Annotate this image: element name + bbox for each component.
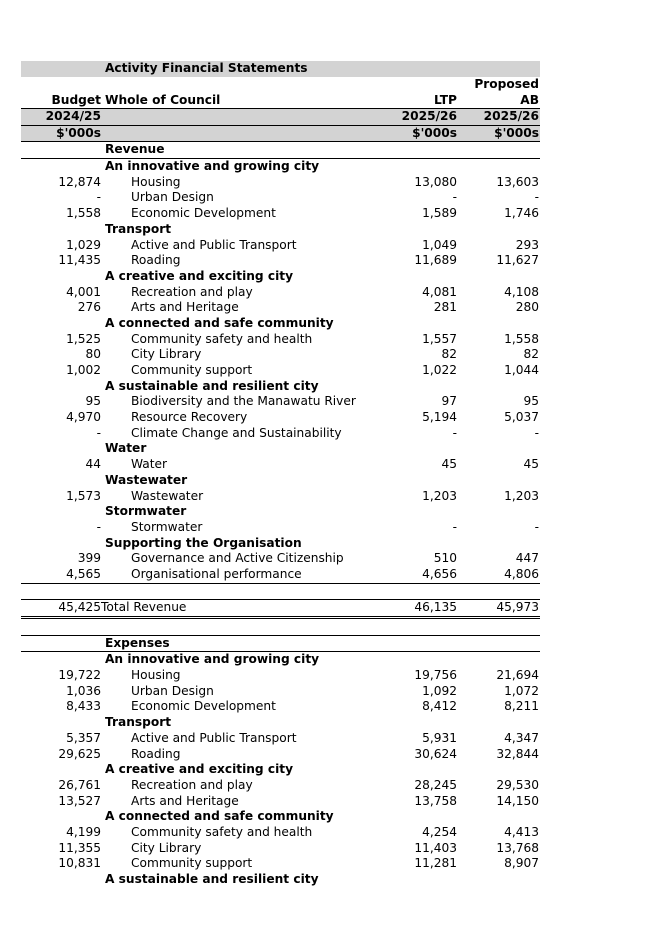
column-header-row: [21, 77, 540, 108]
total-revenue-row: [21, 599, 540, 619]
activity-label: Recreation and play: [131, 777, 253, 792]
activity-label: Climate Change and Sustainability: [131, 425, 342, 440]
group-name: A connected and safe community: [105, 315, 334, 330]
budget-cell: 11,435: [58, 253, 101, 268]
ab-cell: 82: [523, 347, 539, 362]
revenue-body: [21, 159, 540, 583]
table-row: [21, 520, 540, 536]
activity-label: Urban Design: [131, 683, 214, 698]
budget-cell: 80: [85, 347, 101, 362]
budget-cell: 4,970: [66, 410, 101, 425]
entity-name: Whole of Council: [105, 92, 221, 107]
ltp-cell: 11,403: [414, 840, 457, 855]
group-header-row: [21, 715, 540, 731]
spacer: [21, 619, 540, 635]
statement-title: Activity Financial Statements: [105, 61, 308, 75]
budget-cell: 26,761: [58, 777, 101, 792]
activity-label: Active and Public Transport: [131, 730, 297, 745]
budget-cell: 44: [85, 457, 101, 472]
table-row: [21, 457, 540, 473]
table-row: [21, 332, 540, 348]
table-row: [21, 778, 540, 794]
group-name: Supporting the Organisation: [105, 535, 302, 550]
budget-cell: 399: [77, 551, 101, 566]
ltp-cell: 281: [433, 300, 457, 315]
activity-label: City Library: [131, 347, 202, 362]
table-row: [21, 238, 540, 254]
ab-year: 2025/26: [483, 109, 539, 123]
expenses-section-title-row: [21, 635, 540, 653]
ltp-cell: 13,758: [414, 793, 457, 808]
group-header-row: [21, 441, 540, 457]
table-row: [21, 825, 540, 841]
ab-cell: 4,413: [504, 824, 539, 839]
table-row: [21, 856, 540, 872]
group-name: A connected and safe community: [105, 809, 334, 824]
activity-label: Housing: [131, 668, 181, 683]
ab-cell: 13,603: [496, 174, 539, 189]
group-header-row: [21, 159, 540, 175]
ab-cell: 1,044: [504, 363, 539, 377]
ltp-cell: 5,194: [422, 410, 457, 425]
ltp-cell: 11,281: [414, 856, 457, 871]
ab-cell: 21,694: [496, 668, 539, 683]
activity-label: Biodiversity and the Manawatu River: [131, 394, 356, 409]
activity-label: Arts and Heritage: [131, 300, 239, 315]
ab-cell: -: [534, 519, 539, 534]
unit-header-row: [21, 125, 540, 143]
year-header-row: [21, 108, 540, 125]
ltp-cell: 82: [441, 347, 457, 362]
table-row: [21, 489, 540, 505]
table-row: [21, 175, 540, 191]
activity-label: Governance and Active Citizenship: [131, 551, 344, 566]
group-header-row: [21, 652, 540, 668]
group-header-row: [21, 269, 540, 285]
activity-label: Water: [131, 457, 168, 472]
group-name: Wastewater: [105, 472, 188, 487]
table-row: [21, 567, 540, 583]
budget-cell: 13,527: [58, 793, 101, 808]
table-row: [21, 684, 540, 700]
ab-cell: 1,746: [504, 206, 539, 221]
activity-label: Economic Development: [131, 206, 276, 221]
group-name: A sustainable and resilient city: [105, 872, 319, 886]
revenue-section-title-row: [21, 142, 540, 159]
ltp-cell: 11,689: [414, 253, 457, 268]
table-row: [21, 794, 540, 810]
activity-label: Resource Recovery: [131, 410, 248, 425]
table-row: [21, 551, 540, 567]
group-name: Transport: [105, 221, 172, 236]
ltp-cell: 1,203: [422, 488, 457, 503]
ab-cell: 4,108: [504, 284, 539, 299]
ltp-cell: 45: [441, 457, 457, 472]
ltp-cell: 1,092: [422, 683, 457, 698]
table-row: [21, 206, 540, 222]
ltp-cell: 1,049: [422, 237, 457, 252]
statement-title-row: [21, 61, 540, 77]
ltp-cell: 1,557: [422, 331, 457, 346]
budget-cell: 8,433: [66, 699, 101, 714]
budget-year: 2024/25: [45, 109, 101, 123]
ab-cell: 45: [523, 457, 539, 472]
budget-column-header: Budget: [51, 92, 101, 107]
ltp-cell: 510: [433, 551, 457, 566]
budget-cell: 5,357: [66, 730, 101, 745]
ltp-unit: $'000s: [412, 125, 457, 140]
expenses-section-title: Expenses: [105, 635, 170, 650]
ab-cell: 293: [515, 237, 539, 252]
budget-cell: 95: [85, 394, 101, 409]
ltp-cell: 4,254: [422, 824, 457, 839]
activity-label: Economic Development: [131, 699, 276, 714]
group-name: A creative and exciting city: [105, 762, 294, 777]
group-header-row: [21, 872, 540, 888]
ab-cell: 1,203: [504, 488, 539, 503]
table-row: [21, 731, 540, 747]
budget-cell: 276: [77, 300, 101, 315]
group-header-row: [21, 536, 540, 552]
ab-cell: 95: [523, 394, 539, 409]
group-name: Stormwater: [105, 504, 187, 519]
table-row: [21, 410, 540, 426]
ab-cell: 13,768: [496, 840, 539, 855]
ltp-year: 2025/26: [401, 109, 457, 123]
group-name: A sustainable and resilient city: [105, 378, 319, 393]
group-header-row: [21, 222, 540, 238]
activity-label: City Library: [131, 840, 202, 855]
ab-cell: 280: [515, 300, 539, 315]
expenses-body: [21, 652, 540, 887]
table-row: [21, 363, 540, 379]
group-header-row: [21, 809, 540, 825]
ltp-cell: 1,589: [422, 206, 457, 221]
budget-cell: -: [96, 425, 101, 440]
activity-label: Stormwater: [131, 519, 203, 534]
ab-cell: 11,627: [496, 253, 539, 268]
total-revenue-label: Total Revenue: [101, 600, 187, 615]
budget-cell: 11,355: [58, 840, 101, 855]
ab-column-header: AB: [520, 92, 539, 107]
table-row: [21, 841, 540, 857]
table-row: [21, 394, 540, 410]
activity-label: Housing: [131, 174, 181, 189]
activity-label: Community support: [131, 856, 253, 871]
ab-cell: 8,907: [504, 856, 539, 871]
table-row: [21, 347, 540, 363]
budget-cell: -: [96, 519, 101, 534]
table-row: [21, 300, 540, 316]
ltp-cell: -: [452, 190, 457, 205]
activity-label: Roading: [131, 253, 181, 268]
ltp-cell: 5,931: [422, 730, 457, 745]
ltp-cell: 4,656: [422, 566, 457, 581]
table-row: [21, 285, 540, 301]
table-row: [21, 253, 540, 269]
table-row: [21, 190, 540, 206]
ab-cell: 32,844: [496, 746, 539, 761]
activity-label: Community safety and health: [131, 824, 313, 839]
ltp-cell: -: [452, 519, 457, 534]
ab-cell: 4,347: [504, 730, 539, 745]
ab-cell: 8,211: [504, 699, 539, 714]
group-header-row: [21, 379, 540, 395]
ltp-cell: 19,756: [414, 668, 457, 683]
budget-cell: 12,874: [58, 174, 101, 189]
budget-cell: 1,525: [66, 331, 101, 346]
budget-cell: 1,036: [66, 683, 101, 698]
table-row: [21, 426, 540, 442]
group-name: An innovative and growing city: [105, 159, 320, 174]
ltp-cell: 30,624: [414, 746, 457, 761]
spacer: [21, 583, 540, 600]
ltp-cell: 13,080: [414, 174, 457, 189]
ab-cell: -: [534, 425, 539, 440]
ab-cell: -: [534, 190, 539, 205]
table-row: [21, 668, 540, 684]
revenue-section-title: Revenue: [105, 142, 165, 157]
ab-cell: 14,150: [496, 793, 539, 808]
budget-cell: 19,722: [58, 668, 101, 683]
ltp-cell: 1,022: [422, 363, 457, 377]
budget-cell: 4,199: [66, 824, 101, 839]
activity-label: Organisational performance: [131, 566, 302, 581]
group-name: An innovative and growing city: [105, 652, 320, 667]
activity-label: Community safety and health: [131, 331, 313, 346]
group-header-row: [21, 316, 540, 332]
ab-cell: 5,037: [504, 410, 539, 425]
proposed-column-header: Proposed: [474, 77, 539, 91]
ab-cell: 1,558: [504, 331, 539, 346]
group-name: Water: [105, 441, 147, 456]
ltp-cell: 97: [441, 394, 457, 409]
budget-cell: 1,573: [66, 488, 101, 503]
total-revenue-ltp: 46,135: [414, 600, 457, 615]
ltp-cell: 28,245: [414, 777, 457, 792]
ab-cell: 4,806: [504, 566, 539, 581]
activity-label: Roading: [131, 746, 181, 761]
table-row: [21, 747, 540, 763]
ltp-column-header: LTP: [434, 92, 457, 107]
activity-label: Active and Public Transport: [131, 237, 297, 252]
activity-label: Arts and Heritage: [131, 793, 239, 808]
ab-unit: $'000s: [494, 125, 539, 140]
budget-cell: 4,001: [66, 284, 101, 299]
total-revenue-ab: 45,973: [496, 600, 539, 615]
group-name: Transport: [105, 715, 172, 730]
ltp-cell: 8,412: [422, 699, 457, 714]
financial-statement-table: [21, 61, 540, 888]
total-revenue-budget: 45,425: [58, 600, 101, 615]
budget-cell: 1,029: [66, 237, 101, 252]
activity-label: Recreation and play: [131, 284, 253, 299]
ab-cell: 1,072: [504, 683, 539, 698]
ab-cell: 447: [515, 551, 539, 566]
group-header-row: [21, 504, 540, 520]
budget-cell: 10,831: [58, 856, 101, 871]
activity-label: Urban Design: [131, 190, 214, 205]
activity-label: Wastewater: [131, 488, 204, 503]
group-header-row: [21, 762, 540, 778]
budget-cell: 29,625: [58, 746, 101, 761]
group-name: A creative and exciting city: [105, 268, 294, 283]
group-header-row: [21, 473, 540, 489]
activity-label: Community support: [131, 363, 253, 377]
budget-cell: 1,558: [66, 206, 101, 221]
budget-cell: 1,002: [66, 363, 101, 377]
ab-cell: 29,530: [496, 777, 539, 792]
ltp-cell: 4,081: [422, 284, 457, 299]
budget-cell: 4,565: [66, 566, 101, 581]
budget-cell: -: [96, 190, 101, 205]
table-row: [21, 699, 540, 715]
budget-unit: $'000s: [56, 125, 101, 140]
ltp-cell: -: [452, 425, 457, 440]
